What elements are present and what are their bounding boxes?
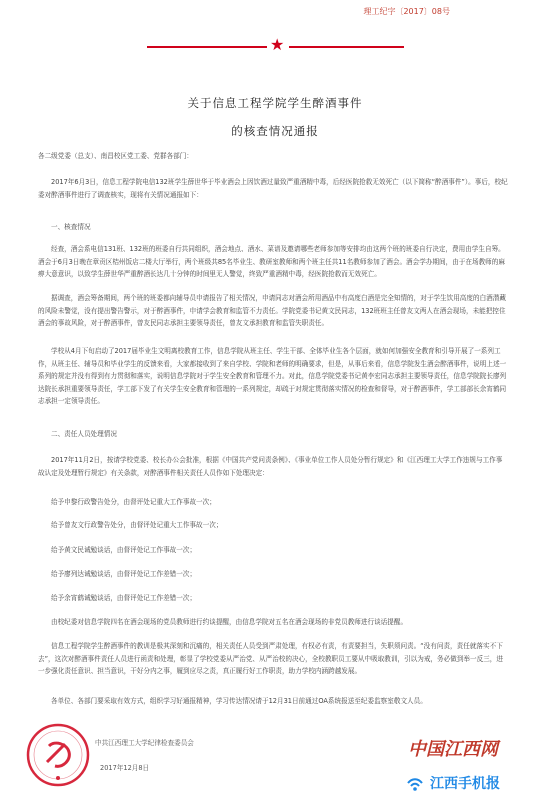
section2-paragraph1: 2017年11月2日，按请学校党委、校长办公会批准，根据《中国共产党问责条例》、《事业单位工作人员处分暂行规定》和《江西理工大学工作违规与工作事故认定及处理暂行规定》有关条款，对醉酒事件相关责任人员作如下处理决定： [38,456,503,477]
penalty-item: 给予余宵鹤诫勉谈话，由督评处记工作差错一次； [51,594,197,602]
section1-heading: 一、核查情况 [51,223,91,231]
red-star-icon: ★ [270,35,285,54]
red-divider-right [289,46,404,48]
red-divider-left [147,46,267,48]
signature-organization: 中共江西理工大学纪律检查委员会 [95,739,194,747]
wifi-icon [406,775,424,793]
penalty-item: 给予廖列达诫勉谈话，由督评处记工作差错一次； [51,570,197,578]
section1-paragraph3: 学校从4月下旬启动了2017届毕业生文明离校教育工作，信息学院从班主任、学生干部、全体毕业生各个层面，就如何加强安全教育和引导开展了一系列工作，从班主任、辅导员和毕业学生的反馈来看，大家都接收到了来自学校、学院和老师的明确要求，但是，从事后来看，信息学院发生酒会醉酒事件，说明上述一系列的规定并没有得到有力贯彻和落实，说明信息学院对于学生安全教育和管理不力。对此，信息学院党委书记黄李宏同志承担主要领导责任，信息学院院长廖列达院长承担重要领导责任，学工部下发了有关学生安全教育和管理的一系列规定，却疏于对规定贯彻落实情况的检查和督导，对于醉酒事件，学工部部长余宵鹤同志承担一定领导责任。 [38,347,507,405]
document-title-line1: 关于信息工程学院学生醉酒事件 [187,96,363,110]
document-title-line2: 的核查情况通报 [231,124,319,138]
watermark-bottom-text: 江西手机报 [430,776,500,792]
penalty-item: 给予曾友文行政警告处分，由督评处记重大工作事故一次； [51,521,223,529]
penalty-item: 给予申黎行政警告处分，由督评处记重大工作事故一次； [51,498,216,506]
site-watermark [400,735,550,805]
section2-paragraph4: 各单位、各部门要采取有效方式，组织学习好通报精神，学习传达情况请于12月31日前通过OA系统报送至纪委监察室敬文人员。 [51,697,427,705]
signature-date: 2017年12月8日 [100,764,150,772]
section2-paragraph3: 信息工程学院学生醉酒事件的教训是极其深刻和沉痛的，相关责任人员受到严肃处理，有权必有责，有责要担当，失职须问责。“没有问责，责任就落实不下去”，这次对醉酒事件责任人员进行函责和处理，彰显了学校党委从严治党、从严治校的决心，全校教职员工要从中吸取教训，引以为戒，务必做到举一反三，进一步强化责任意识、担当意识，干好分内之事，履到应尽之责，真正履行好工作职责，助力学校内涵跨越发展。 [38,642,503,675]
official-seal-icon [25,722,91,788]
document-number: 理工纪字〔2017〕08号 [363,7,450,16]
addressee: 各二级党委（总支）、南昌校区党工委、党群各部门： [38,152,193,160]
watermark-top-text: 中国江西网 [408,739,498,760]
section1-paragraph2: 据调查，酒会筹备期间，两个班的班委都向辅导员申请报告了相关情况，申请同志对酒会所用酒品中有高度白酒是完全知情的，对于学生饮用高度的白酒潜藏的风险未警觉，没有提出警告警示，对于醉酒事件，申请学会教育和监管不力责任。学院党委书记黄文民同志，132班班主任曾友文两人在酒会现场，未能把控住酒会的事故风险，对于醉酒事件，曾友民同志承担主要领导责任，曾友文承担教育和监管失职责任。 [38,294,506,327]
penalty-item: 给予黄文民诫勉谈话，由督评处记工作事故一次； [51,546,197,554]
intro-paragraph: 2017年6月3日，信息工程学院电信132班学生薛世华于毕业酒会上因饮酒过量致严重酒精中毒，后经医院抢救无效死亡（以下简称“醉酒事件”）。事后，校纪委对醉酒事件进行了调查核实，现将有关情况通报如下： [38,178,508,199]
section1-paragraph1: 经查，酒会系电信131班、132班的班委自行共同组织，酒会地点、酒水、菜谱及邀请哪些老师参加等安排均由这两个班的班委自行决定，费用由学生自筹。酒会于6月3日晚在章贡区桔州饭店二楼大厅举行，两个班级共85名毕业生、教研室教师和两个班主任共11名教师参加了酒会。酒会学办期间，由于在场教师的麻痹大意意识，以致学生薛世华严重醉酒长达几十分钟的时间里无人警觉，终致严重酒精中毒，经医院抢救而无效死亡。 [38,245,505,278]
section2-heading: 二、责任人员处理情况 [51,430,117,438]
section2-paragraph2: 由校纪委对信息学院四名在酒会现场的党员教师进行约谈提醒，由信息学院对五名在酒会现场的非党员教师进行谈话提醒。 [51,618,408,626]
